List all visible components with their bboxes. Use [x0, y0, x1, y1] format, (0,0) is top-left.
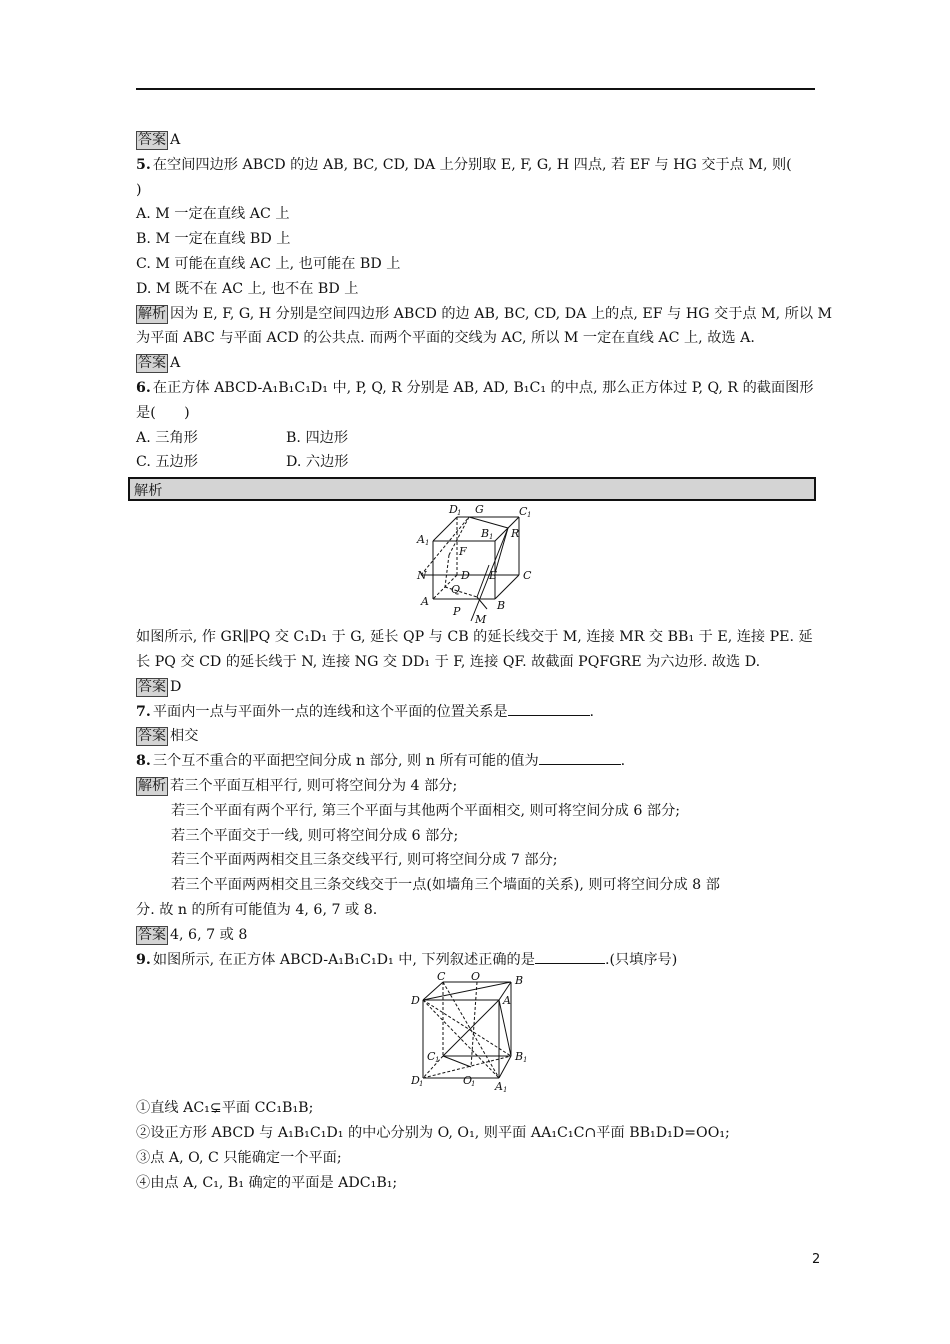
fig6-label-e: E: [489, 569, 498, 583]
q5-answer-line: [136, 351, 816, 376]
q7-stem-text: 平面内一点与平面外一点的连线和这个平面的位置关系是: [152, 703, 508, 720]
q7-answer: 相交: [170, 728, 199, 745]
q6-option-d: D. 六边形: [286, 454, 349, 471]
document-body: [134, 128, 833, 1196]
q6-stem: [136, 376, 816, 401]
fig9-sub-a1: 1: [503, 1086, 508, 1095]
q9-stem: [136, 948, 816, 973]
fig9-sub-d1: 1: [419, 1080, 424, 1089]
q5-analysis-text: 因为 E, F, G, H 分别是空间四边形 ABCD 的边 AB, BC, CD, DA 上的点, EF 与 HG 交于点 M, 所以 M: [170, 305, 833, 322]
fig6-label-g: G: [475, 503, 484, 517]
q5-number: 5.: [136, 156, 151, 173]
fig9-label-a1: A: [495, 1080, 503, 1094]
fig9-label-d1: D: [411, 1074, 420, 1088]
fig6-label-a: A: [421, 595, 429, 609]
q8-analysis-line-4: 若三个平面两两相交且三条交线平行, 则可将空间分成 7 部分;: [171, 852, 558, 869]
q8-answer-line: [136, 923, 816, 948]
q7-number: 7.: [136, 703, 151, 720]
fig6-label-d: D: [461, 569, 470, 583]
fig6-sub-b1: 1: [489, 533, 494, 542]
q9-statement-3: ③点 A, O, C 只能确定一个平面;: [136, 1149, 342, 1166]
fig6-label-c1: C: [519, 505, 528, 519]
fig6-label-b: B: [497, 599, 506, 613]
fig6-label-b1: B: [481, 527, 490, 541]
q6-number: 6.: [136, 379, 151, 396]
q9-statement-4: ④由点 A, C₁, B₁ 确定的平面是 ADC₁B₁;: [136, 1174, 398, 1191]
fig9-label-o1: O: [463, 1074, 473, 1088]
page-number: 2: [812, 1252, 821, 1267]
answer-value: A: [170, 132, 181, 148]
fig9-label-b: B: [515, 974, 524, 988]
answer-tag: 答案: [138, 728, 166, 745]
q9-stem-text: 如图所示, 在正方体 ABCD-A₁B₁C₁D₁ 中, 下列叙述正确的是: [152, 951, 535, 968]
answer-tag: 答案: [138, 355, 166, 372]
q9-stem-end: .(只填序号): [604, 951, 678, 968]
fig6-label-a1: A: [417, 533, 425, 547]
fig6-label-d1: D: [449, 503, 458, 517]
q6-option-b: B. 四边形: [286, 429, 349, 446]
q9-number: 9.: [136, 951, 151, 968]
fig9-label-b1: B: [515, 1050, 524, 1064]
fig9-sub-b1: 1: [523, 1056, 528, 1065]
analysis-tag: 解析: [138, 305, 166, 322]
q6-stem-cont: 是( ): [136, 404, 190, 421]
q5-analysis: [136, 302, 833, 327]
q6-option-c: C. 五边形: [136, 454, 198, 471]
q8-answer: 4, 6, 7 或 8: [170, 926, 248, 943]
q5-analysis-cont: 为平面 ABC 与平面 ACD 的公共点. 而两个平面的交线为 AC, 所以 M 一定在直线 AC 上, 故选 A.: [136, 330, 755, 347]
q7-blank[interactable]: [508, 701, 590, 716]
fig6-label-r: R: [511, 527, 520, 541]
fig6-label-n: N: [417, 569, 427, 583]
q6-option-a: A. 三角形: [136, 429, 198, 446]
q8-stem: [136, 749, 816, 774]
q6-cube-figure: [411, 501, 541, 625]
q6-answer: D: [170, 678, 182, 695]
q8-stem-text: 三个互不重合的平面把空间分成 n 部分, 则 n 所有可能的值为: [152, 753, 539, 770]
q5-stem-text: 在空间四边形 ABCD 的边 AB, BC, CD, DA 上分别取 E, F, G, H 四点, 若 EF 与 HG 交于点 M, 则(: [152, 156, 792, 173]
fig6-label-m: M: [475, 613, 487, 626]
q5-option-d: D. M 既不在 AC 上, 也不在 BD 上: [136, 280, 359, 297]
q6-stem-text: 在正方体 ABCD-A₁B₁C₁D₁ 中, P, Q, R 分别是 AB, AD, B₁C₁ 的中点, 那么正方体过 P, Q, R 的截面图形: [152, 379, 814, 396]
fig9-label-c1: C: [427, 1050, 436, 1064]
fig9-label-a: A: [503, 994, 511, 1008]
q8-analysis-line-5: 若三个平面两两相交且三条交线交于一点(如墙角三个墙面的关系), 则可将空间分成 8 部: [171, 877, 720, 894]
fig9-label-o: O: [471, 972, 481, 984]
q8-blank[interactable]: [539, 750, 621, 765]
q9-blank[interactable]: [535, 949, 605, 964]
q5-option-a: A. M 一定在直线 AC 上: [136, 206, 290, 223]
fig6-label-f: F: [459, 545, 467, 559]
fig6-sub-c1: 1: [527, 511, 532, 520]
q7-answer-line: [136, 724, 816, 749]
q6-options-row-2: [136, 450, 816, 475]
fig6-label-c: C: [523, 569, 532, 583]
q6-options-row-1: [136, 426, 816, 451]
q6-analysis-cont: 长 PQ 交 CD 的延长线于 N, 连接 NG 交 DD₁ 于 F, 连接 QF. 故截面 PQFGRE 为六边形. 故选 D.: [136, 653, 761, 670]
fig9-sub-c1: 1: [435, 1056, 440, 1065]
header-rule: [136, 88, 815, 90]
q5-answer: A: [170, 355, 181, 372]
q8-analysis-line-1: 若三个平面互相平行, 则可将空间分为 4 部分;: [170, 777, 458, 794]
fig6-sub-d1: 1: [457, 509, 462, 518]
answer-tag: 答案: [138, 926, 166, 943]
fig6-sub-a1: 1: [425, 539, 430, 548]
q5-option-c: C. M 可能在直线 AC 上, 也可能在 BD 上: [136, 255, 401, 272]
q5-option-b: B. M 一定在直线 BD 上: [136, 231, 291, 248]
analysis-tag: 解析: [138, 777, 166, 794]
q6-answer-line: [136, 675, 816, 700]
q9-statement-1: ①直线 AC₁⊊平面 CC₁B₁B;: [136, 1100, 314, 1117]
fig9-label-c: C: [437, 972, 446, 984]
q7-stem: [136, 700, 816, 725]
q8-stem-end: .: [620, 753, 626, 770]
q8-analysis-line-3: 若三个平面交于一线, 则可将空间分成 6 部分;: [171, 827, 459, 844]
q8-analysis-last: 分. 故 n 的所有可能值为 4, 6, 7 或 8.: [136, 901, 378, 918]
q7-stem-end: .: [589, 703, 595, 720]
q8-analysis-line-2: 若三个平面有两个平行, 第三个平面与其他两个平面相交, 则可将空间分成 6 部分;: [171, 802, 681, 819]
answer-tag: 答案: [138, 132, 166, 148]
fig6-label-p: P: [453, 605, 461, 619]
top-answer-line: [136, 128, 816, 153]
q9-statement-2: ②设正方形 ABCD 与 A₁B₁C₁D₁ 的中心分别为 O, O₁, 则平面 AA₁C₁C∩平面 BB₁D₁D=OO₁;: [136, 1125, 730, 1142]
q8-analysis: [136, 774, 816, 799]
fig9-label-d: D: [411, 994, 420, 1008]
answer-tag: 答案: [138, 678, 166, 695]
q9-cube-figure: [411, 972, 541, 1096]
q8-number: 8.: [136, 753, 151, 770]
q5-stem-cont: ): [136, 181, 142, 198]
q6-analysis-header: 解析: [128, 477, 816, 501]
fig9-sub-o1: 1: [471, 1080, 476, 1089]
q5-stem: [136, 153, 816, 178]
q6-analysis-text: 如图所示, 作 GR∥PQ 交 C₁D₁ 于 G, 延长 QP 与 CB 的延长线交于 M, 连接 MR 交 BB₁ 于 E, 连接 PE. 延: [136, 629, 813, 646]
fig6-label-q: Q: [451, 583, 461, 597]
